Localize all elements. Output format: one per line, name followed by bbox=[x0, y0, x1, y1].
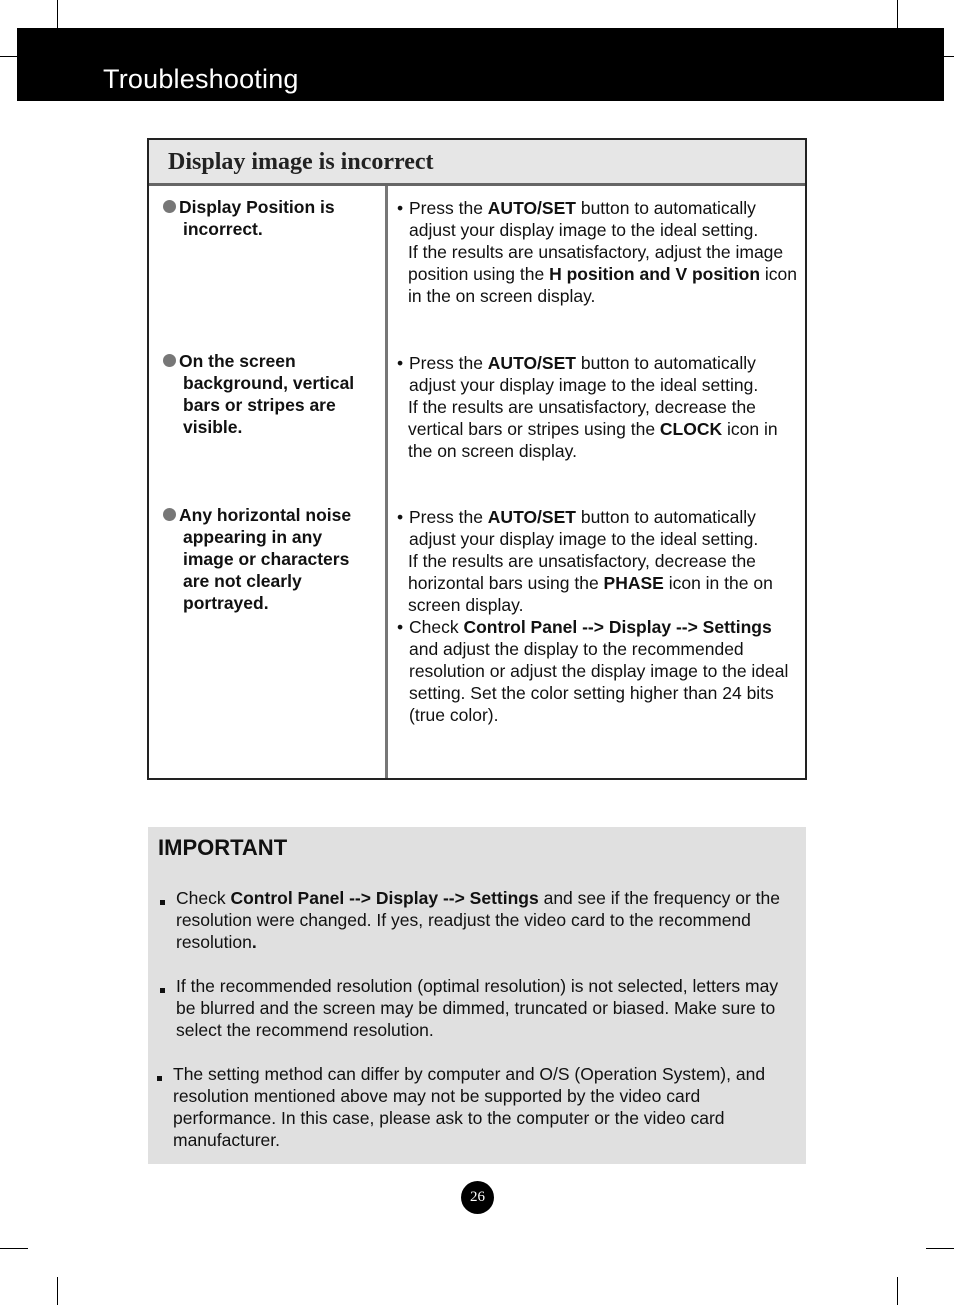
solution-item bbox=[397, 506, 799, 550]
crop-mark bbox=[897, 1277, 898, 1305]
problem-line: Any horizontal noise bbox=[179, 505, 352, 525]
table-header bbox=[149, 140, 805, 186]
problem-lines bbox=[161, 196, 371, 240]
solution-item bbox=[397, 396, 799, 462]
solution-item bbox=[397, 616, 799, 726]
text-span: icon in the on screen display. bbox=[408, 264, 798, 306]
crop-mark bbox=[944, 56, 954, 57]
bullet-icon: • bbox=[397, 353, 404, 373]
problem-line: image or characters bbox=[183, 549, 350, 569]
text-span: If the recommended resolution (optimal resolution) is not selected, letters may be blurred and the screen may be dimmed, truncated or biased. Make sure to select the recommend resolution. bbox=[176, 976, 779, 1040]
text-span: Press the bbox=[409, 353, 488, 373]
text-span: button to automatically adjust your display image to the ideal setting. bbox=[409, 353, 759, 395]
text-span: The setting method can differ by computer and O/S (Operation System), and resolution mentioned above may not be supported by the video card performance. In this case, please ask to the computer or the video card manufacturer. bbox=[173, 1064, 766, 1150]
square-bullet-icon bbox=[160, 900, 165, 905]
important-box bbox=[148, 827, 806, 1164]
text-span: button to automatically adjust your display image to the ideal setting. bbox=[409, 507, 759, 549]
problem-text bbox=[161, 196, 371, 240]
table-title: Display image is incorrect bbox=[168, 149, 434, 175]
important-title: IMPORTANT bbox=[158, 835, 288, 860]
important-item bbox=[158, 887, 798, 953]
page-title: Troubleshooting bbox=[103, 64, 299, 94]
solution-item bbox=[397, 197, 799, 241]
solution-item bbox=[397, 241, 799, 307]
text-span: button to automatically adjust your display image to the ideal setting. bbox=[409, 198, 759, 240]
column-divider bbox=[385, 186, 388, 778]
problem-lines bbox=[161, 504, 371, 614]
circle-bullet-icon bbox=[163, 354, 176, 367]
problem-line: Display Position is bbox=[179, 197, 335, 217]
bold-text: Control Panel --> Display --> Settings bbox=[463, 617, 772, 637]
square-bullet-icon bbox=[157, 1076, 162, 1081]
crop-mark bbox=[0, 1248, 28, 1249]
text-span: Press the bbox=[409, 507, 488, 527]
important-text bbox=[158, 887, 798, 953]
text-span: icon in the on screen display. bbox=[408, 419, 778, 461]
crop-mark bbox=[0, 56, 17, 57]
crop-mark bbox=[57, 1277, 58, 1305]
important-item bbox=[158, 975, 798, 1041]
problem-line: portrayed. bbox=[183, 593, 269, 613]
bold-text: CLOCK bbox=[659, 419, 723, 439]
crop-mark bbox=[57, 0, 58, 28]
text-span: Check bbox=[409, 617, 464, 637]
circle-bullet-icon bbox=[163, 508, 176, 521]
text-span: If the results are unsatisfactory, decrease the vertical bars or stripes using the bbox=[408, 397, 756, 439]
problem-text bbox=[161, 504, 371, 614]
page-number: 26 bbox=[461, 1181, 494, 1214]
text-span: Press the bbox=[409, 198, 488, 218]
problem-line: incorrect. bbox=[183, 219, 263, 239]
problem-lines bbox=[161, 350, 371, 438]
bold-text: AUTO/SET bbox=[487, 198, 576, 218]
bold-text: PHASE bbox=[603, 573, 664, 593]
solution-text bbox=[397, 506, 799, 726]
solution-text bbox=[397, 352, 799, 462]
crop-mark bbox=[926, 1248, 954, 1249]
text-span: and adjust the display to the recommended resolution or adjust the display image to the ideal setting. Set the color setting higher than 24 bits (true color). bbox=[409, 639, 789, 725]
problem-line: are not clearly bbox=[183, 571, 302, 591]
header-bar bbox=[17, 28, 944, 101]
text-span: If the results are unsatisfactory, decrease the horizontal bars using the bbox=[408, 551, 756, 593]
solution-item bbox=[397, 550, 799, 616]
bold-text: AUTO/SET bbox=[487, 507, 576, 527]
important-item bbox=[155, 1063, 795, 1151]
important-text bbox=[158, 975, 798, 1041]
problem-line: visible. bbox=[183, 417, 243, 437]
problem-text bbox=[161, 350, 371, 438]
bullet-icon: • bbox=[397, 617, 404, 637]
text-span: and see if the frequency or the resolution were changed. If yes, readjust the video card to the recommend resolution bbox=[176, 888, 780, 952]
bullet-icon: • bbox=[397, 198, 404, 218]
bold-text: H position and V position bbox=[549, 264, 761, 284]
crop-mark bbox=[897, 0, 898, 28]
bold-text: AUTO/SET bbox=[487, 353, 576, 373]
text-span: Check bbox=[176, 888, 231, 908]
circle-bullet-icon bbox=[163, 200, 176, 213]
problem-line: bars or stripes are bbox=[183, 395, 336, 415]
text-span: If the results are unsatisfactory, adjust the image position using the bbox=[408, 242, 784, 284]
solution-text bbox=[397, 197, 799, 307]
solution-item bbox=[397, 352, 799, 396]
square-bullet-icon bbox=[160, 988, 165, 993]
problem-line: appearing in any bbox=[183, 527, 323, 547]
problem-line: background, vertical bbox=[183, 373, 355, 393]
problem-line: On the screen bbox=[179, 351, 296, 371]
bold-text: . bbox=[251, 932, 257, 952]
troubleshooting-table bbox=[147, 138, 807, 780]
bullet-icon: • bbox=[397, 507, 404, 527]
bold-text: Control Panel --> Display --> Settings bbox=[230, 888, 539, 908]
text-span: icon in the on screen display. bbox=[408, 573, 773, 615]
important-text bbox=[155, 1063, 795, 1151]
